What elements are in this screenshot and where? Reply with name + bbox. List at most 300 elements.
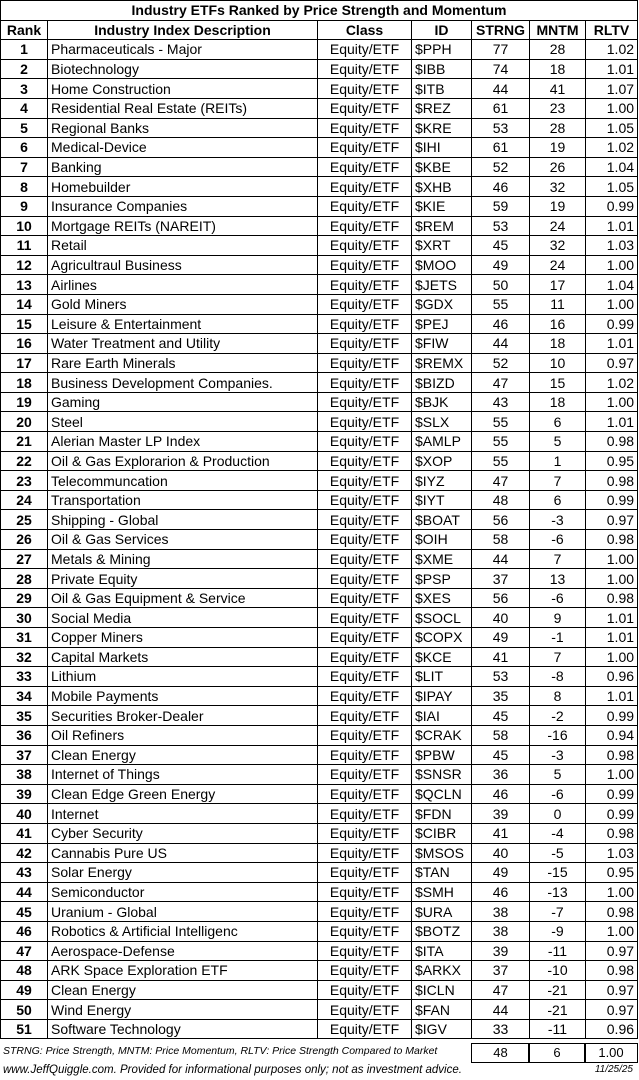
class-cell: Equity/ETF: [318, 314, 412, 334]
rank-cell: 34: [1, 686, 48, 706]
class-cell: Equity/ETF: [318, 471, 412, 491]
id-cell: $XHB: [412, 177, 472, 197]
relative-cell: 1.01: [586, 686, 638, 706]
id-cell: $PPH: [412, 40, 472, 60]
relative-cell: 1.03: [586, 236, 638, 256]
relative-cell: 1.07: [586, 79, 638, 99]
description-cell: Retail: [48, 236, 318, 256]
rank-cell: 14: [1, 294, 48, 314]
rank-cell: 43: [1, 863, 48, 883]
momentum-cell: -4: [530, 823, 586, 843]
relative-cell: 0.98: [586, 432, 638, 452]
relative-cell: 0.99: [586, 490, 638, 510]
class-cell: Equity/ETF: [318, 157, 412, 177]
header-strength: STRNG: [472, 20, 530, 40]
description-cell: Biotechnology: [48, 59, 318, 79]
id-cell: $MSOS: [412, 843, 472, 863]
id-cell: $ICLN: [412, 980, 472, 1000]
rank-cell: 8: [1, 177, 48, 197]
class-cell: Equity/ETF: [318, 804, 412, 824]
description-cell: Leisure & Entertainment: [48, 314, 318, 334]
id-cell: $XOP: [412, 451, 472, 471]
table-row: [1, 745, 638, 765]
class-cell: Equity/ETF: [318, 412, 412, 432]
table-row: [1, 40, 638, 60]
momentum-cell: -11: [530, 941, 586, 961]
description-cell: Alerian Master LP Index: [48, 432, 318, 452]
class-cell: Equity/ETF: [318, 255, 412, 275]
id-cell: $IPAY: [412, 686, 472, 706]
momentum-cell: 28: [530, 118, 586, 138]
average-strength: 48: [471, 1043, 530, 1063]
class-cell: Equity/ETF: [318, 882, 412, 902]
rank-cell: 12: [1, 255, 48, 275]
description-cell: Robotics & Artificial Intelligenc: [48, 921, 318, 941]
description-cell: Oil & Gas Explorarion & Production: [48, 451, 318, 471]
table-row: [1, 980, 638, 1000]
momentum-cell: -10: [530, 961, 586, 981]
table-row: [1, 432, 638, 452]
header-id: ID: [412, 20, 472, 40]
strength-cell: 44: [472, 1000, 530, 1020]
strength-cell: 47: [472, 373, 530, 393]
table-row: [1, 216, 638, 236]
table-row: [1, 843, 638, 863]
momentum-cell: 7: [530, 471, 586, 491]
strength-cell: 53: [472, 667, 530, 687]
id-cell: $QCLN: [412, 784, 472, 804]
rank-cell: 39: [1, 784, 48, 804]
rank-cell: 48: [1, 961, 48, 981]
relative-cell: 0.97: [586, 1000, 638, 1020]
description-cell: Shipping - Global: [48, 510, 318, 530]
relative-cell: 1.01: [586, 608, 638, 628]
relative-cell: 1.02: [586, 40, 638, 60]
header-rank: Rank: [1, 20, 48, 40]
rank-cell: 23: [1, 471, 48, 491]
table-row: [1, 294, 638, 314]
class-cell: Equity/ETF: [318, 118, 412, 138]
description-cell: Software Technology: [48, 1019, 318, 1039]
strength-cell: 46: [472, 784, 530, 804]
rank-cell: 33: [1, 667, 48, 687]
momentum-cell: -5: [530, 843, 586, 863]
description-cell: Business Development Companies.: [48, 373, 318, 393]
strength-cell: 44: [472, 549, 530, 569]
description-cell: Copper Miners: [48, 628, 318, 648]
momentum-cell: 7: [530, 549, 586, 569]
id-cell: $ITA: [412, 941, 472, 961]
description-cell: Clean Energy: [48, 745, 318, 765]
relative-cell: 0.99: [586, 196, 638, 216]
class-cell: Equity/ETF: [318, 961, 412, 981]
id-cell: $OIH: [412, 530, 472, 550]
id-cell: $KBE: [412, 157, 472, 177]
momentum-cell: -13: [530, 882, 586, 902]
table-row: [1, 628, 638, 648]
relative-cell: 0.98: [586, 588, 638, 608]
table-row: [1, 902, 638, 922]
momentum-cell: 17: [530, 275, 586, 295]
description-cell: Solar Energy: [48, 863, 318, 883]
momentum-cell: -6: [530, 530, 586, 550]
description-cell: Securities Broker-Dealer: [48, 706, 318, 726]
rank-cell: 15: [1, 314, 48, 334]
strength-cell: 74: [472, 59, 530, 79]
strength-cell: 35: [472, 686, 530, 706]
relative-cell: 0.96: [586, 667, 638, 687]
description-cell: Internet: [48, 804, 318, 824]
relative-cell: 1.04: [586, 157, 638, 177]
relative-cell: 0.95: [586, 451, 638, 471]
strength-cell: 55: [472, 412, 530, 432]
id-cell: $REMX: [412, 353, 472, 373]
header-description: Industry Index Description: [48, 20, 318, 40]
description-cell: ARK Space Exploration ETF: [48, 961, 318, 981]
strength-cell: 48: [472, 490, 530, 510]
average-momentum: 6: [528, 1043, 586, 1063]
momentum-cell: 32: [530, 236, 586, 256]
strength-cell: 41: [472, 823, 530, 843]
id-cell: $BOTZ: [412, 921, 472, 941]
table-row: [1, 118, 638, 138]
report-date: 11/25/25: [594, 1064, 633, 1075]
relative-cell: 0.99: [586, 784, 638, 804]
class-cell: Equity/ETF: [318, 902, 412, 922]
strength-cell: 47: [472, 980, 530, 1000]
relative-cell: 1.00: [586, 392, 638, 412]
id-cell: $IAI: [412, 706, 472, 726]
class-cell: Equity/ETF: [318, 863, 412, 883]
description-cell: Homebuilder: [48, 177, 318, 197]
rank-cell: 27: [1, 549, 48, 569]
id-cell: $KCE: [412, 647, 472, 667]
table-row: [1, 804, 638, 824]
class-cell: Equity/ETF: [318, 745, 412, 765]
description-cell: Capital Markets: [48, 647, 318, 667]
id-cell: $PSP: [412, 569, 472, 589]
table-row: [1, 608, 638, 628]
rank-cell: 22: [1, 451, 48, 471]
strength-cell: 37: [472, 961, 530, 981]
relative-cell: 0.97: [586, 980, 638, 1000]
description-cell: Cyber Security: [48, 823, 318, 843]
description-cell: Clean Edge Green Energy: [48, 784, 318, 804]
id-cell: $IHI: [412, 138, 472, 158]
rank-cell: 20: [1, 412, 48, 432]
momentum-cell: 0: [530, 804, 586, 824]
relative-cell: 0.94: [586, 725, 638, 745]
rank-cell: 5: [1, 118, 48, 138]
strength-cell: 61: [472, 138, 530, 158]
relative-cell: 0.98: [586, 745, 638, 765]
rank-cell: 26: [1, 530, 48, 550]
rank-cell: 32: [1, 647, 48, 667]
description-cell: Steel: [48, 412, 318, 432]
id-cell: $JETS: [412, 275, 472, 295]
table-row: [1, 863, 638, 883]
id-cell: $IGV: [412, 1019, 472, 1039]
strength-cell: 53: [472, 216, 530, 236]
relative-cell: 1.00: [586, 255, 638, 275]
id-cell: $COPX: [412, 628, 472, 648]
strength-cell: 46: [472, 314, 530, 334]
class-cell: Equity/ETF: [318, 98, 412, 118]
class-cell: Equity/ETF: [318, 59, 412, 79]
strength-cell: 59: [472, 196, 530, 216]
momentum-cell: -7: [530, 902, 586, 922]
table-row: [1, 725, 638, 745]
relative-cell: 0.98: [586, 471, 638, 491]
relative-cell: 1.01: [586, 334, 638, 354]
strength-cell: 45: [472, 236, 530, 256]
table-row: [1, 784, 638, 804]
relative-cell: 0.98: [586, 530, 638, 550]
table-row: [1, 1000, 638, 1020]
rank-cell: 45: [1, 902, 48, 922]
class-cell: Equity/ETF: [318, 647, 412, 667]
description-cell: Gaming: [48, 392, 318, 412]
strength-cell: 49: [472, 255, 530, 275]
table-row: [1, 686, 638, 706]
class-cell: Equity/ETF: [318, 549, 412, 569]
class-cell: Equity/ETF: [318, 823, 412, 843]
header-class: Class: [318, 20, 412, 40]
description-cell: Semiconductor: [48, 882, 318, 902]
strength-cell: 49: [472, 863, 530, 883]
id-cell: $REZ: [412, 98, 472, 118]
strength-cell: 43: [472, 392, 530, 412]
momentum-cell: 18: [530, 334, 586, 354]
id-cell: $REM: [412, 216, 472, 236]
strength-cell: 40: [472, 843, 530, 863]
relative-cell: 1.02: [586, 373, 638, 393]
table-row: [1, 823, 638, 843]
table-row: [1, 236, 638, 256]
momentum-cell: 24: [530, 216, 586, 236]
relative-cell: 1.04: [586, 275, 638, 295]
strength-cell: 47: [472, 471, 530, 491]
strength-cell: 58: [472, 530, 530, 550]
strength-cell: 77: [472, 40, 530, 60]
class-cell: Equity/ETF: [318, 980, 412, 1000]
id-cell: $MOO: [412, 255, 472, 275]
class-cell: Equity/ETF: [318, 765, 412, 785]
rank-cell: 17: [1, 353, 48, 373]
description-cell: Airlines: [48, 275, 318, 295]
rank-cell: 44: [1, 882, 48, 902]
rank-cell: 13: [1, 275, 48, 295]
table-row: [1, 588, 638, 608]
class-cell: Equity/ETF: [318, 236, 412, 256]
class-cell: Equity/ETF: [318, 725, 412, 745]
table-row: [1, 275, 638, 295]
description-cell: Oil & Gas Equipment & Service: [48, 588, 318, 608]
table-row: [1, 451, 638, 471]
class-cell: Equity/ETF: [318, 510, 412, 530]
description-cell: Clean Energy: [48, 980, 318, 1000]
relative-cell: 0.96: [586, 1019, 638, 1039]
momentum-cell: -2: [530, 706, 586, 726]
rank-cell: 2: [1, 59, 48, 79]
table-row: [1, 765, 638, 785]
table-title: Industry ETFs Ranked by Price Strength and Momentum: [1, 1, 638, 21]
id-cell: $TAN: [412, 863, 472, 883]
table-row: [1, 177, 638, 197]
id-cell: $IBB: [412, 59, 472, 79]
relative-cell: 1.01: [586, 628, 638, 648]
momentum-cell: 5: [530, 432, 586, 452]
momentum-cell: -3: [530, 745, 586, 765]
class-cell: Equity/ETF: [318, 353, 412, 373]
table-row: [1, 530, 638, 550]
id-cell: $XME: [412, 549, 472, 569]
description-cell: Telecommuncation: [48, 471, 318, 491]
relative-cell: 1.05: [586, 118, 638, 138]
momentum-cell: 28: [530, 40, 586, 60]
table-row: [1, 412, 638, 432]
strength-cell: 44: [472, 334, 530, 354]
momentum-cell: -11: [530, 1019, 586, 1039]
description-cell: Oil & Gas Services: [48, 530, 318, 550]
rank-cell: 19: [1, 392, 48, 412]
description-cell: Rare Earth Minerals: [48, 353, 318, 373]
momentum-cell: 11: [530, 294, 586, 314]
relative-cell: 1.00: [586, 921, 638, 941]
id-cell: $BOAT: [412, 510, 472, 530]
strength-cell: 41: [472, 647, 530, 667]
table-row: [1, 510, 638, 530]
description-cell: Residential Real Estate (REITs): [48, 98, 318, 118]
strength-cell: 33: [472, 1019, 530, 1039]
relative-cell: 1.02: [586, 138, 638, 158]
average-relative: 1.00: [584, 1043, 638, 1063]
table-row: [1, 138, 638, 158]
id-cell: $CRAK: [412, 725, 472, 745]
strength-cell: 40: [472, 608, 530, 628]
momentum-cell: 7: [530, 647, 586, 667]
description-cell: Wind Energy: [48, 1000, 318, 1020]
rank-cell: 36: [1, 725, 48, 745]
momentum-cell: -3: [530, 510, 586, 530]
id-cell: $PBW: [412, 745, 472, 765]
description-cell: Water Treatment and Utility: [48, 334, 318, 354]
id-cell: $URA: [412, 902, 472, 922]
momentum-cell: 15: [530, 373, 586, 393]
momentum-cell: -16: [530, 725, 586, 745]
id-cell: $PEJ: [412, 314, 472, 334]
table-row: [1, 490, 638, 510]
class-cell: Equity/ETF: [318, 451, 412, 471]
id-cell: $IYT: [412, 490, 472, 510]
relative-cell: 0.99: [586, 804, 638, 824]
momentum-cell: 19: [530, 138, 586, 158]
momentum-cell: 6: [530, 490, 586, 510]
rank-cell: 24: [1, 490, 48, 510]
relative-cell: 1.03: [586, 843, 638, 863]
description-cell: Banking: [48, 157, 318, 177]
class-cell: Equity/ETF: [318, 138, 412, 158]
class-cell: Equity/ETF: [318, 196, 412, 216]
description-cell: Mobile Payments: [48, 686, 318, 706]
strength-cell: 46: [472, 882, 530, 902]
rank-cell: 7: [1, 157, 48, 177]
header-relative: RLTV: [586, 20, 638, 40]
description-cell: Social Media: [48, 608, 318, 628]
description-cell: Gold Miners: [48, 294, 318, 314]
table-row: [1, 392, 638, 412]
momentum-cell: -15: [530, 863, 586, 883]
strength-cell: 44: [472, 79, 530, 99]
strength-cell: 49: [472, 628, 530, 648]
table-row: [1, 334, 638, 354]
class-cell: Equity/ETF: [318, 588, 412, 608]
disclaimer: www.JeffQuiggle.com. Provided for informational purposes only; not as investment advice.: [3, 1064, 462, 1076]
class-cell: Equity/ETF: [318, 294, 412, 314]
relative-cell: 1.00: [586, 765, 638, 785]
table-row: [1, 706, 638, 726]
id-cell: $IYZ: [412, 471, 472, 491]
class-cell: Equity/ETF: [318, 334, 412, 354]
rank-cell: 49: [1, 980, 48, 1000]
momentum-cell: 18: [530, 392, 586, 412]
strength-cell: 52: [472, 353, 530, 373]
relative-cell: 0.99: [586, 706, 638, 726]
relative-cell: 0.97: [586, 941, 638, 961]
strength-cell: 53: [472, 118, 530, 138]
class-cell: Equity/ETF: [318, 941, 412, 961]
rank-cell: 40: [1, 804, 48, 824]
momentum-cell: -8: [530, 667, 586, 687]
id-cell: $FDN: [412, 804, 472, 824]
relative-cell: 0.99: [586, 314, 638, 334]
momentum-cell: 26: [530, 157, 586, 177]
rank-cell: 29: [1, 588, 48, 608]
momentum-cell: 5: [530, 765, 586, 785]
rank-cell: 28: [1, 569, 48, 589]
table-row: [1, 961, 638, 981]
id-cell: $KRE: [412, 118, 472, 138]
relative-cell: 1.00: [586, 647, 638, 667]
momentum-cell: 18: [530, 59, 586, 79]
description-cell: Pharmaceuticals - Major: [48, 40, 318, 60]
rank-cell: 1: [1, 40, 48, 60]
class-cell: Equity/ETF: [318, 628, 412, 648]
momentum-cell: 23: [530, 98, 586, 118]
strength-cell: 55: [472, 451, 530, 471]
rank-cell: 50: [1, 1000, 48, 1020]
id-cell: $KIE: [412, 196, 472, 216]
description-cell: Oil Refiners: [48, 725, 318, 745]
rank-cell: 47: [1, 941, 48, 961]
class-cell: Equity/ETF: [318, 1000, 412, 1020]
table-row: [1, 373, 638, 393]
table-row: [1, 647, 638, 667]
relative-cell: 1.01: [586, 216, 638, 236]
table-row: [1, 549, 638, 569]
description-cell: Cannabis Pure US: [48, 843, 318, 863]
strength-cell: 45: [472, 745, 530, 765]
description-cell: Metals & Mining: [48, 549, 318, 569]
id-cell: $SOCL: [412, 608, 472, 628]
description-cell: Private Equity: [48, 569, 318, 589]
strength-cell: 36: [472, 765, 530, 785]
strength-cell: 37: [472, 569, 530, 589]
description-cell: Mortgage REITs (NAREIT): [48, 216, 318, 236]
table-row: [1, 255, 638, 275]
rank-cell: 16: [1, 334, 48, 354]
strength-cell: 46: [472, 177, 530, 197]
